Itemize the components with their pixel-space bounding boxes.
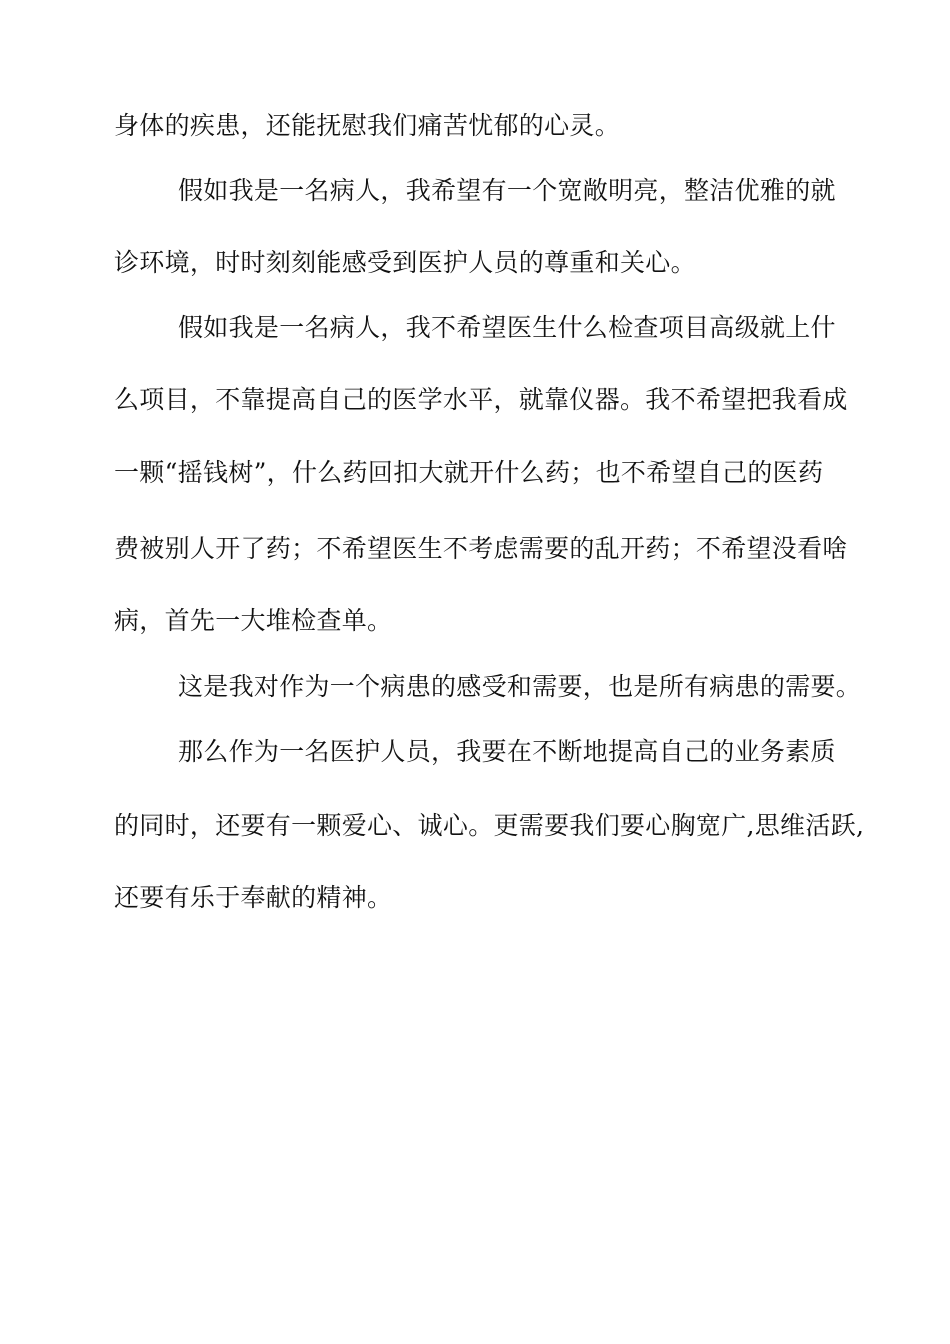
text-line-7: 费被别人开了药；不希望医生不考虑需要的乱开药；不希望没看啥 [114,534,848,563]
text-line-3: 诊环境，时时刻刻能感受到医护人员的尊重和关心。 [114,248,696,277]
paragraph-start-line: 那么作为一名医护人员，我要在不断地提高自己的业务素质 [178,737,836,766]
text-line-1: 身体的疾患，还能抚慰我们痛苦忧郁的心灵。 [114,111,621,140]
text-line-11: 的同时，还要有一颗爱心、诚心。更需要我们要心胸宽广,思维活跃, [114,811,865,840]
paragraph-start-line: 这是我对作为一个病患的感受和需要，也是所有病患的需要。 [178,672,862,701]
text-line-6: 一颗“摇钱树”，什么药回扣大就开什么药；也不希望自己的医药 [114,458,824,487]
text-line-8: 病，首先一大堆检查单。 [114,606,393,635]
text-line-12: 还要有乐于奉献的精神。 [114,883,393,912]
paragraph-start-line: 假如我是一名病人，我不希望医生什么检查项目高级就上什 [178,313,836,342]
text-line-5: 么项目，不靠提高自己的医学水平，就靠仪器。我不希望把我看成 [114,385,848,414]
paragraph-start-line: 假如我是一名病人，我希望有一个宽敞明亮，整洁优雅的就 [178,176,836,205]
